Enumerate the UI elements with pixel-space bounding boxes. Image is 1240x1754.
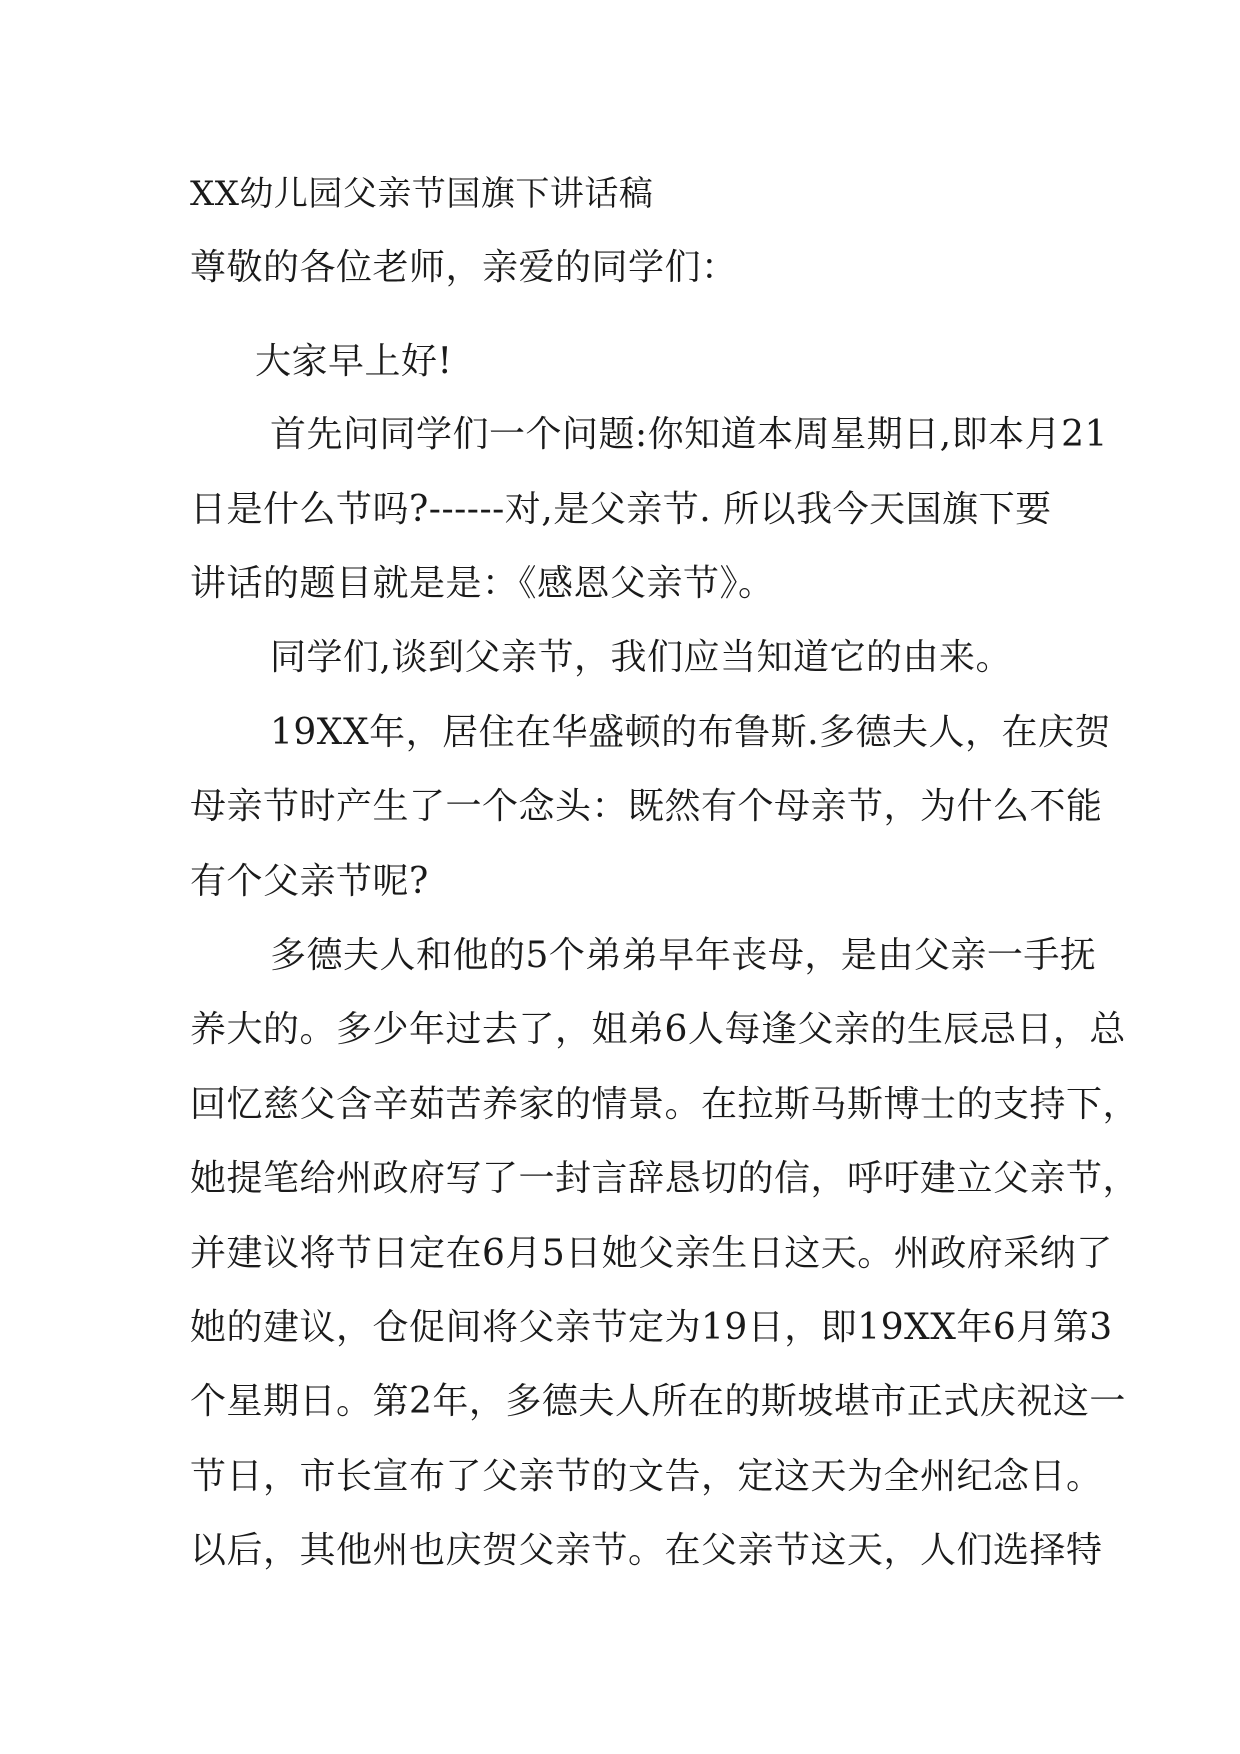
paragraph-line: 19XX年，居住在华盛顿的布鲁斯.多德夫人，在庆贺 (270, 712, 1112, 753)
paragraph-line: 她提笔给州政府写了一封言辞恳切的信，呼吁建立父亲节， (190, 1158, 1140, 1199)
paragraph-line: 日是什么节吗?------对,是父亲节. 所以我今天国旗下要 (190, 489, 1052, 530)
paragraph-line: 首先问同学们一个问题:你知道本周星期日,即本月21 (270, 414, 1108, 455)
salutation: 尊敬的各位老师，亲爱的同学们： (190, 247, 738, 288)
paragraph-line: 以后，其他州也庆贺父亲节。在父亲节这天，人们选择特 (190, 1530, 1103, 1571)
paragraph-line: 母亲节时产生了一个念头：既然有个母亲节，为什么不能 (190, 786, 1103, 827)
paragraph-line: 回忆慈父含辛茹苦养家的情景。在拉斯马斯博士的支持下， (190, 1084, 1140, 1125)
paragraph-line: 同学们,谈到父亲节，我们应当知道它的由来。 (270, 637, 1012, 678)
paragraph-line: 她的建议，仓促间将父亲节定为19日，即19XX年6月第3 (190, 1307, 1113, 1348)
paragraph-line: 有个父亲节呢? (190, 861, 429, 902)
paragraph-line: 并建议将节日定在6月5日她父亲生日这天。州政府采纳了 (190, 1233, 1113, 1274)
greeting: 大家早上好! (255, 341, 453, 382)
paragraph-line: 多德夫人和他的5个弟弟早年丧母，是由父亲一手抚 (270, 935, 1097, 976)
paragraph-line: 养大的。多少年过去了，姐弟6人每逢父亲的生辰忌日，总 (190, 1009, 1126, 1050)
document-title: XX幼儿园父亲节国旗下讲话稿 (190, 174, 654, 214)
paragraph-line: 个星期日。第2年，多德夫人所在的斯坡堪市正式庆祝这一 (190, 1381, 1126, 1422)
paragraph-line: 讲话的题目就是是：《感恩父亲节》。 (190, 563, 775, 604)
paragraph-line: 节日，市长宣布了父亲节的文告，定这天为全州纪念日。 (190, 1456, 1103, 1497)
